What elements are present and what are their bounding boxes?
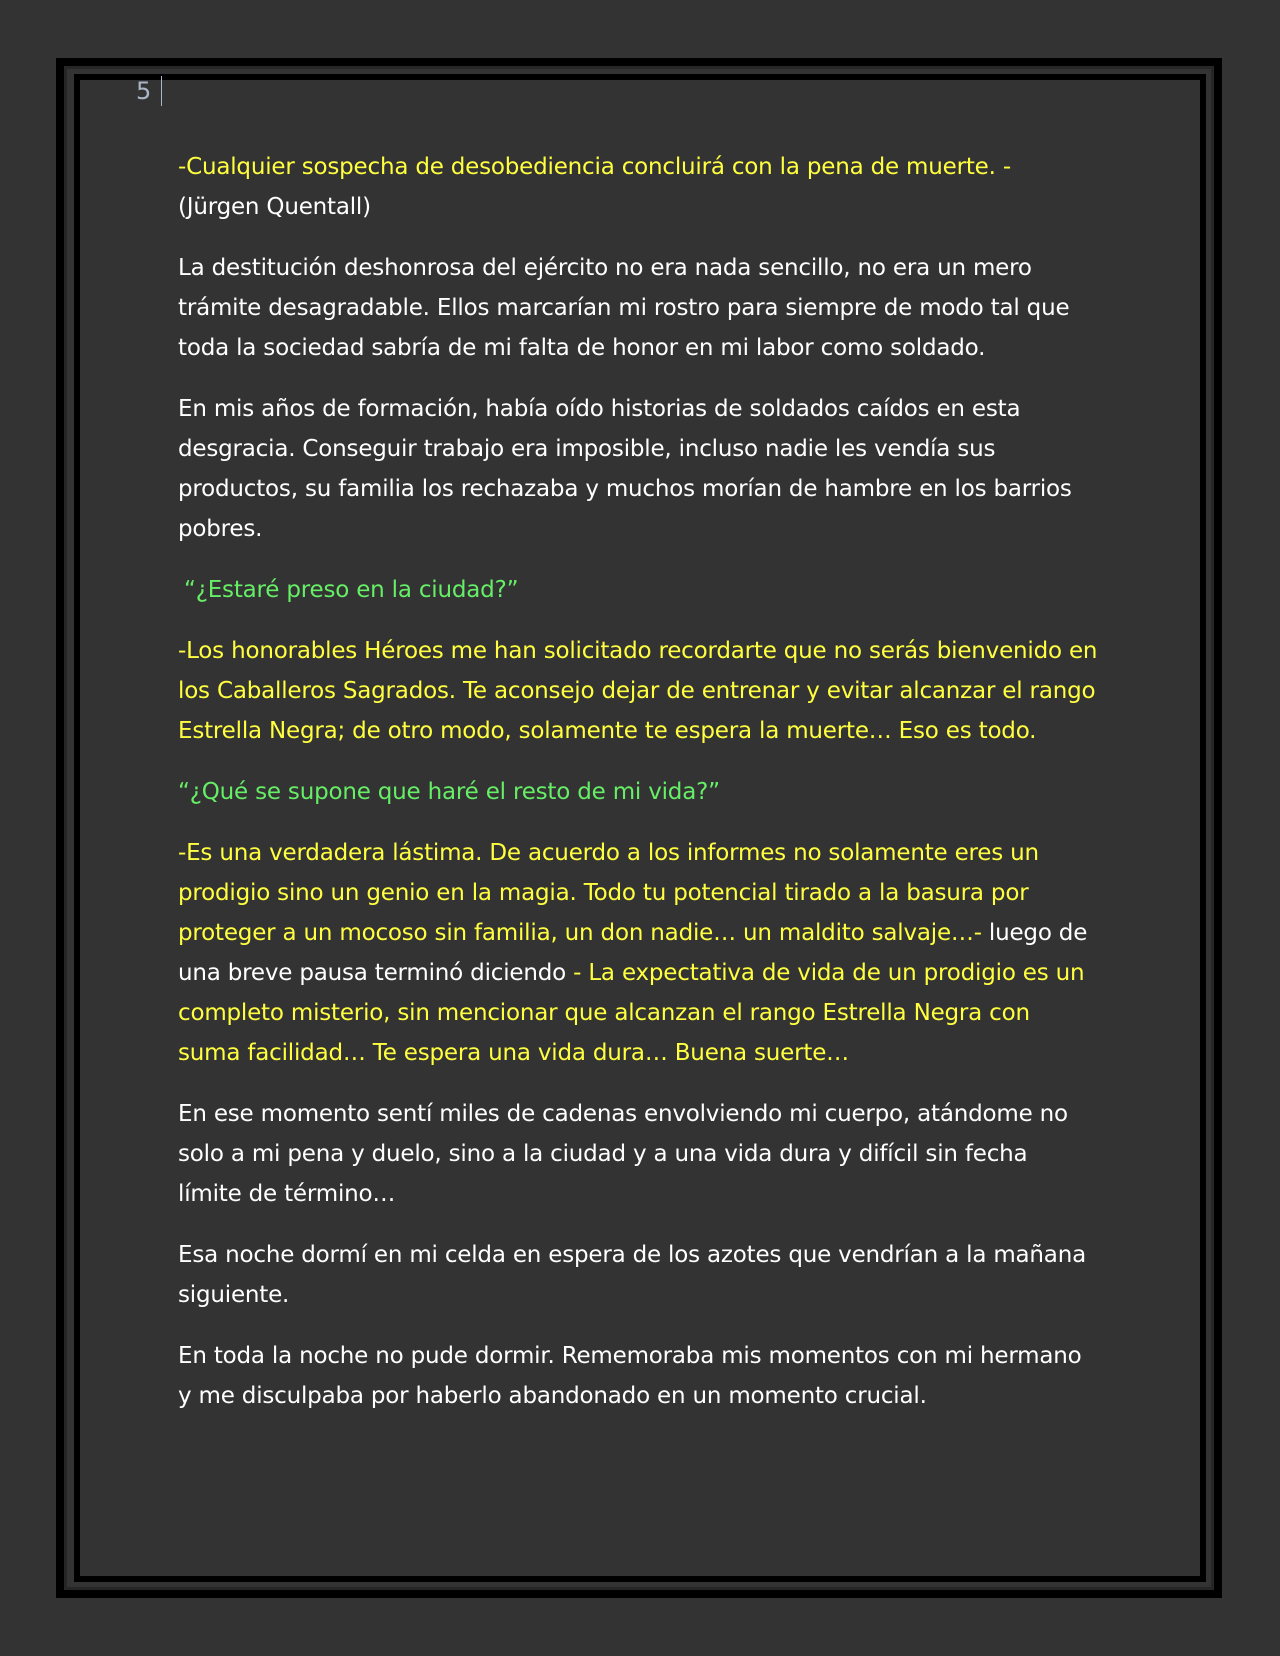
speaker-attribution: (Jürgen Quentall) xyxy=(178,194,371,220)
paragraph-8: En ese momento sentí miles de cadenas envolviendo mi cuerpo, atándome no solo a mi pena y duelo, sino a la ciudad y a una vida dura y difícil sin fecha límite de término… xyxy=(178,1101,1068,1207)
page-body xyxy=(178,147,1098,1437)
dialogue-text: -Cualquier sospecha de desobediencia concluirá con la pena de muerte. - xyxy=(178,154,1011,180)
paragraph-5-dialogue: -Los honorables Héroes me han solicitado recordarte que no serás bienvenido en los Caballeros Sagrados. Te aconsejo dejar de entrenar y evitar alcanzar el rango Estrella Negra; de otro modo, solamente te espera la muerte… Eso es todo. xyxy=(178,638,1098,744)
paragraph-3: En mis años de formación, había oído historias de soldados caídos en esta desgracia. Conseguir trabajo era imposible, incluso nadie les vendía sus productos, su familia los rechazaba y muchos morían de hambre en los barrios pobres. xyxy=(178,396,1072,542)
narration-text: luego de una breve pausa terminó diciendo xyxy=(178,920,1088,986)
page-number: 5 xyxy=(136,76,162,106)
dialogue-text-b: - La expectativa de vida de un prodigio es un completo misterio, sin mencionar que alcanzan el rango Estrella Negra con suma facilidad… Te espera una vida dura… Buena suerte… xyxy=(178,960,1085,1066)
paragraph-1 xyxy=(178,147,1098,227)
paragraph-7 xyxy=(178,833,1098,1073)
thought-2: “¿Qué se supone que haré el resto de mi vida?” xyxy=(178,779,720,805)
paragraph-2: La destitución deshonrosa del ejército no era nada sencillo, no era un mero trámite desagradable. Ellos marcarían mi rostro para siempre de modo tal que toda la sociedad sabría de mi falta de honor en mi labor como soldado. xyxy=(178,255,1070,361)
dialogue-text-a: -Es una verdadera lástima. De acuerdo a los informes no solamente eres un prodigio sino un genio en la magia. Todo tu potencial tirado a la basura por proteger a un mocoso sin familia, un don nadie… un maldito salvaje…- xyxy=(178,840,1039,946)
paragraph-9: Esa noche dormí en mi celda en espera de los azotes que vendrían a la mañana siguiente. xyxy=(178,1242,1086,1308)
thought-1: “¿Estaré preso en la ciudad?” xyxy=(184,577,519,603)
paragraph-10: En toda la noche no pude dormir. Rememoraba mis momentos con mi hermano y me disculpaba por haberlo abandonado en un momento crucial. xyxy=(178,1343,1082,1409)
